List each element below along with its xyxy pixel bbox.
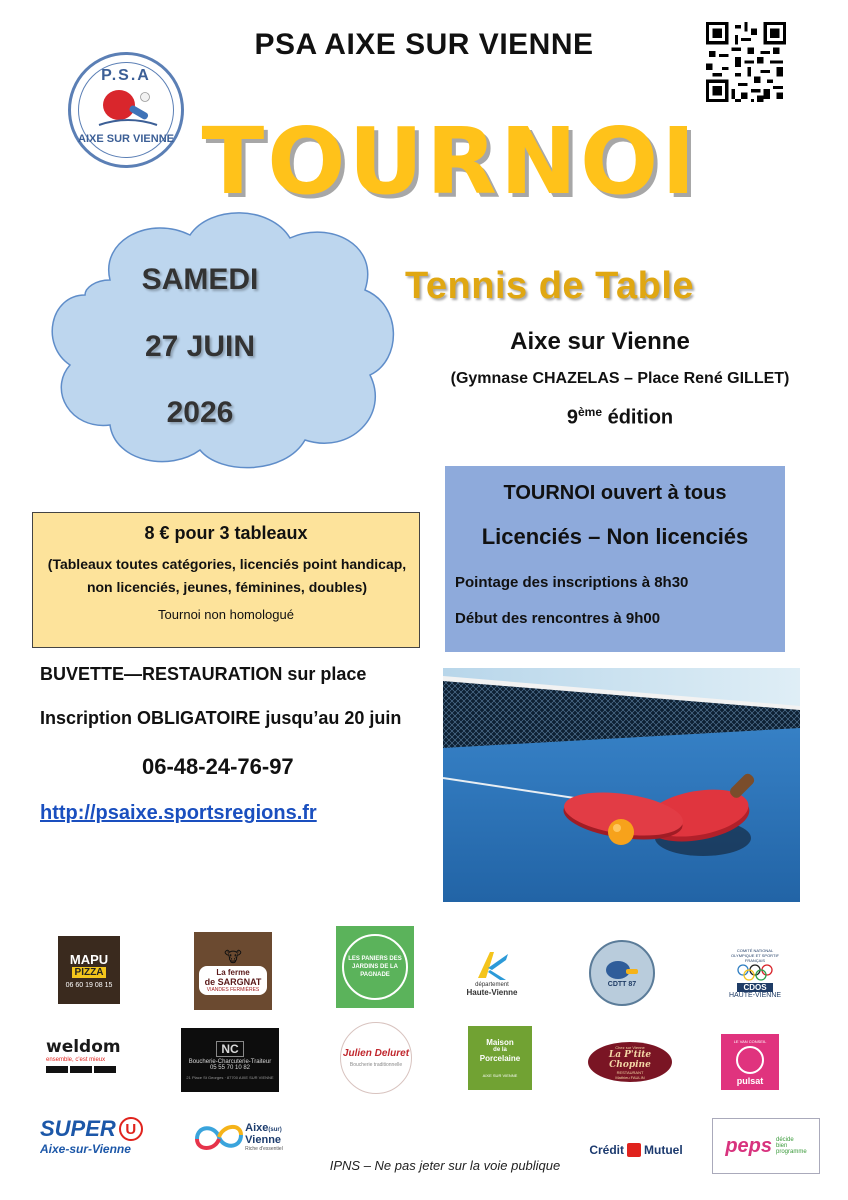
- event-year: 2026: [166, 396, 234, 429]
- sponsor-cdtt87[interactable]: [589, 940, 655, 1006]
- maison-line3: Porcelaine: [479, 1054, 521, 1063]
- cdos-line2: HAUTE-VIENNE: [728, 991, 782, 999]
- nc-phone: 05 55 70 10 82: [209, 1064, 251, 1071]
- weldom-tag: ensemble, c'est mieux: [46, 1057, 106, 1063]
- pricing-box: [32, 512, 420, 648]
- superu-u-logo-icon: U: [119, 1117, 143, 1141]
- departement-line2: Haute-Vienne: [466, 987, 518, 997]
- sport-title: Tennis de Table: [405, 265, 695, 307]
- chopine-top: Chez sur Vienne: [615, 1044, 645, 1050]
- maison-bottom: AIXE SUR VIENNE: [482, 1073, 518, 1078]
- sponsor-la-ptite-chopine[interactable]: [588, 1042, 672, 1082]
- sponsor-departement-haute-vienne[interactable]: [462, 944, 522, 1002]
- sponsor-ferme-sargnat[interactable]: [194, 932, 272, 1010]
- sponsor-mapu-pizza[interactable]: [58, 936, 120, 1004]
- mapu-phone: 06 60 19 08 15: [65, 981, 113, 989]
- sponsor-nc-boucherie[interactable]: [181, 1028, 279, 1092]
- aixe-line2: Vienne: [245, 1134, 282, 1146]
- maison-line1: Maison: [486, 1038, 514, 1047]
- event-date: 27 JUIN: [144, 330, 256, 363]
- superu-name: SUPER: [40, 1116, 116, 1141]
- ferme-line1: La ferme: [216, 967, 250, 977]
- event-city: Aixe sur Vienne: [510, 328, 690, 355]
- aixe-line1: Aixe: [245, 1122, 269, 1134]
- info-pointage: Pointage des inscriptions à 8h30: [455, 574, 689, 591]
- cdtt-paddle-icon: [604, 959, 640, 981]
- edition-suffix: ème: [577, 405, 603, 419]
- app-store-badge-icon: [46, 1066, 68, 1073]
- sponsor-weldom[interactable]: [46, 1032, 124, 1078]
- olympic-rings-icon: [735, 963, 775, 983]
- aixe-infinity-logo-icon: [193, 1117, 245, 1157]
- main-title: TOURNOI: [201, 108, 699, 215]
- departement-logo-icon: [472, 950, 512, 982]
- buvette-text: BUVETTE—RESTAURATION sur place: [40, 664, 367, 684]
- deluret-sub: Boucherie traditionnelle: [349, 1062, 403, 1068]
- event-day: SAMEDI: [141, 263, 259, 296]
- paniers-text: LES PANIERS DES JARDINS DE LA PAGNADE: [348, 956, 402, 978]
- nc-mono: NC: [216, 1041, 243, 1057]
- nc-addr: 21 Place St Georges · 87700 AIXE SUR VIENNE: [186, 1074, 274, 1080]
- google-play-badge-icon: [70, 1066, 92, 1073]
- pricing-note: Tournoi non homologué: [158, 607, 294, 622]
- sponsor-maison-porcelaine[interactable]: [468, 1026, 532, 1090]
- footer-ipns: IPNS – Ne pas jeter sur la voie publique: [329, 1158, 561, 1173]
- info-box: [445, 466, 785, 652]
- event-edition: [520, 405, 720, 430]
- phone-number[interactable]: 06-48-24-76-97: [142, 754, 294, 779]
- aixe-sup: (sur): [268, 1127, 282, 1133]
- sponsor-paniers-jardins[interactable]: [336, 926, 414, 1008]
- pulsat-top: LE VAN CONSEIL: [733, 1038, 767, 1044]
- credit-name2: Mutuel: [644, 1143, 683, 1157]
- deluret-name: Julien Deluret: [342, 1048, 410, 1059]
- info-debut: Début des rencontres à 9h00: [455, 610, 661, 627]
- edition-word: édition: [607, 406, 674, 429]
- logo-top-text: P.S.A: [101, 67, 151, 84]
- ferme-line2: de SARGNAT: [204, 976, 262, 987]
- peps-name: peps: [725, 1134, 772, 1157]
- departement-line1: département: [475, 981, 509, 988]
- logo-bottom-text: AIXE SUR VIENNE: [78, 133, 174, 145]
- info-open: TOURNOI ouvert à tous: [503, 482, 727, 504]
- credit-name1: Crédit: [589, 1143, 624, 1157]
- chopine-owner: Mathieu FAULIN: [615, 1074, 645, 1080]
- cdos-top: COMITÉ NATIONAL OLYMPIQUE ET SPORTIF FRANÇAIS: [730, 947, 779, 963]
- edition-number: 9: [566, 406, 578, 429]
- qr-code-icon[interactable]: [706, 22, 786, 102]
- ferme-line3: VIANDES FERMIÈRES: [206, 986, 260, 993]
- cdtt-text: CDTT 87: [607, 980, 637, 988]
- table-tennis-photo: [443, 668, 800, 902]
- sponsor-super-u[interactable]: [40, 1112, 156, 1160]
- mapu-sub: PIZZA: [72, 967, 107, 978]
- peps-c1: décide: [776, 1137, 794, 1143]
- maison-line2: de la: [493, 1047, 507, 1053]
- chopine-name: La P'tite Chopine: [608, 1049, 652, 1070]
- aixe-tag: Riche d'essentiel: [245, 1146, 283, 1152]
- pricing-detail: (Tableaux toutes catégories, licenciés point handicap, non licenciés, jeunes, féminines, doubles): [47, 556, 407, 595]
- pulsat-ring-icon: [736, 1046, 764, 1074]
- store-badge-icon: [94, 1066, 116, 1073]
- website-link[interactable]: http://psaixe.sportsregions.fr: [40, 802, 317, 824]
- cow-icon: 🐮: [224, 948, 242, 966]
- peps-c3: programme: [776, 1149, 807, 1155]
- credit-mutuel-logo-icon: [627, 1143, 641, 1157]
- pulsat-name: pulsat: [736, 1075, 764, 1086]
- weldom-name: weldom: [46, 1037, 121, 1057]
- inscription-text: Inscription OBLIGATOIRE jusqu’au 20 juin: [40, 708, 402, 728]
- pricing-title: 8 € pour 3 tableaux: [144, 523, 308, 543]
- sponsor-julien-deluret[interactable]: [340, 1022, 412, 1094]
- nc-line1: Boucherie-Charcuterie-Traiteur: [188, 1058, 272, 1065]
- mapu-name: MAPU: [69, 951, 109, 967]
- superu-city: Aixe-sur-Vienne: [40, 1142, 131, 1156]
- cdos-line1: CDOS: [737, 983, 772, 992]
- sponsor-pulsat[interactable]: [721, 1034, 779, 1090]
- club-title: PSA AIXE SUR VIENNE: [254, 28, 594, 61]
- chopine-line: RESTAURANT: [616, 1069, 644, 1075]
- event-venue: (Gymnase CHAZELAS – Place René GILLET): [450, 370, 790, 387]
- peps-c2: bien: [776, 1143, 788, 1149]
- info-licence: Licenciés – Non licenciés: [481, 524, 749, 549]
- sponsor-cdos-haute-vienne[interactable]: [722, 934, 788, 1012]
- sponsor-aixe-sur-vienne[interactable]: [190, 1110, 286, 1164]
